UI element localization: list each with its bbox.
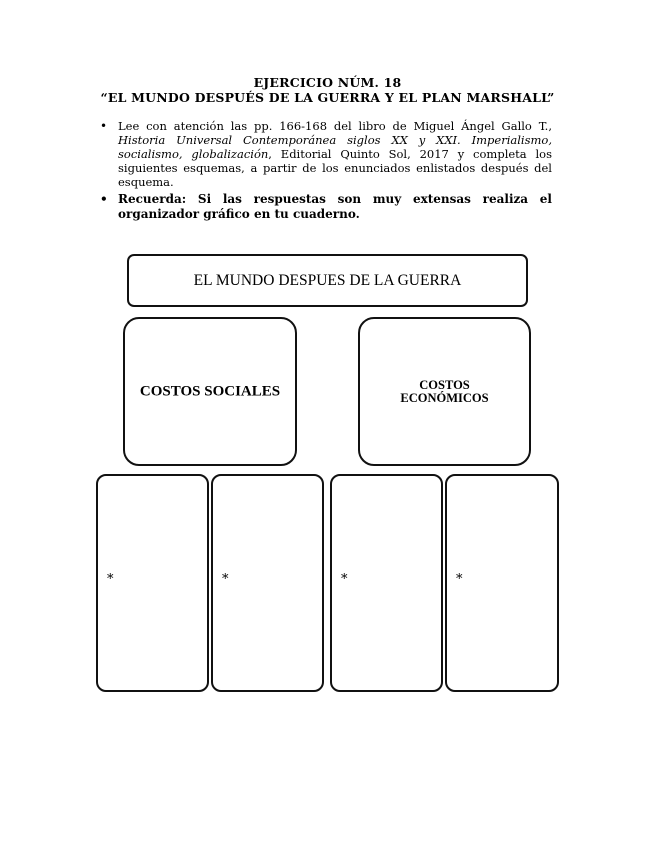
answer-marker: *: [107, 572, 114, 587]
answer-box-3[interactable]: [330, 474, 443, 692]
category-box-economic-costs: [358, 317, 531, 466]
category-label-economic-costs: [360, 379, 529, 405]
answer-box-1[interactable]: [96, 474, 209, 692]
instruction-item-reading: [100, 119, 552, 189]
answer-box-2[interactable]: [211, 474, 324, 692]
instruction-text: [118, 119, 552, 189]
diagram-main-title: EL MUNDO DESPUES DE LA GUERRA: [193, 271, 462, 289]
answer-marker: *: [456, 572, 463, 587]
answer-box-4[interactable]: [445, 474, 559, 692]
answer-marker: *: [222, 572, 229, 587]
bullet-icon: •: [100, 119, 108, 133]
instruction-text-part2: , Editorial Quinto Sol, 2017 y completa los siguientes esquemas, a partir de los enunciados enlistados después del esquema.: [118, 147, 552, 189]
answer-marker: *: [341, 572, 348, 587]
diagram-main-title-box: [127, 254, 528, 307]
reminder-text: Recuerda: Si las respuestas son muy extensas realiza el organizador gráfico en tu cuaderno.: [118, 192, 552, 221]
category-box-social-costs: [123, 317, 297, 466]
bullet-icon: •: [100, 192, 108, 206]
instruction-item-reminder: [100, 192, 552, 222]
category-label-economic-line2: ECONÓMICOS: [400, 390, 489, 405]
exercise-subtitle: “EL MUNDO DESPUÉS DE LA GUERRA Y EL PLAN MARSHALL”: [100, 90, 555, 105]
exercise-title: EJERCICIO NÚM. 18: [253, 75, 402, 90]
instruction-text-part1: Lee con atención las pp. 166-168 del libro de Miguel Ángel Gallo T.,: [118, 119, 552, 133]
category-label-economic-line1: COSTOS: [419, 377, 470, 392]
book-title: Historia Universal Contemporánea siglos XX y XXI. Imperialismo, socialismo, globalización: [118, 133, 552, 161]
category-label-social-costs: COSTOS SOCIALES: [139, 383, 281, 399]
